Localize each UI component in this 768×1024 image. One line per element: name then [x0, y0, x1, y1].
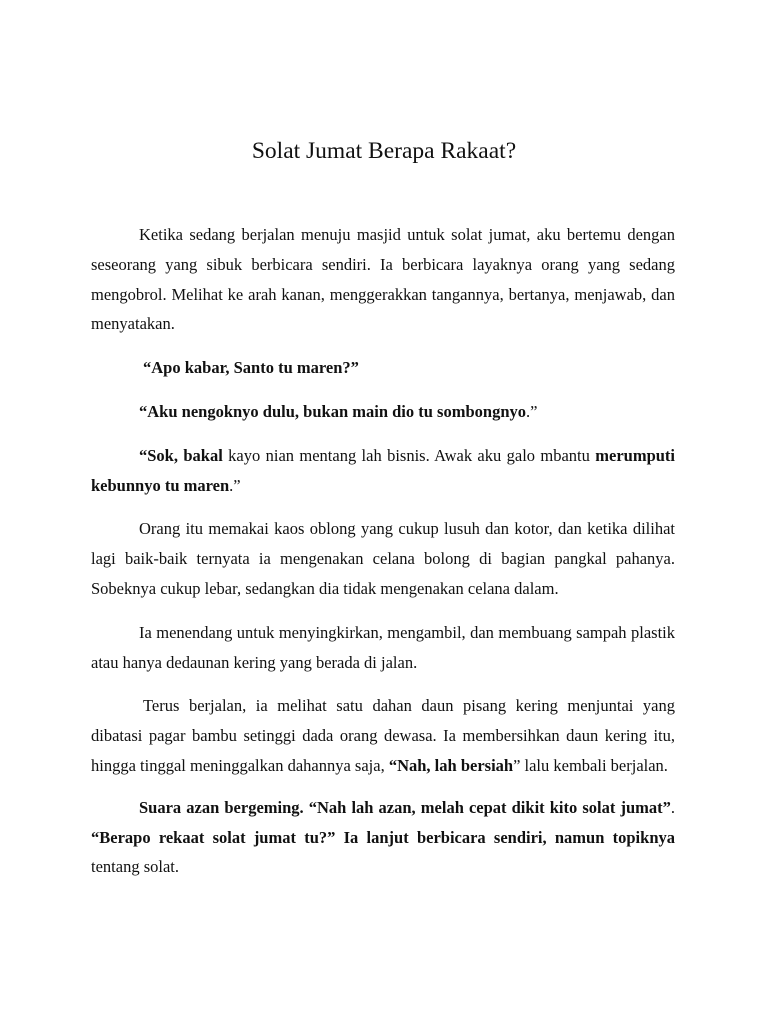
document-body [91, 220, 675, 882]
dialogue-bold: merumputi kebunnyo tu maren [91, 445, 676, 495]
dialogue-bold: “Sok, bakal [139, 445, 223, 465]
paragraph-8 [91, 793, 675, 882]
dialogue-bold: “Apo kabar, Santo tu maren?” [143, 358, 359, 378]
dialogue-bold: “Berapo rekaat solat jumat tu?” Ia lanjut berbicara sendiri, namun topiknya [91, 827, 675, 847]
document-title: Solat Jumat Berapa Rakaat? [251, 138, 517, 164]
paragraph-7 [91, 691, 675, 780]
paragraph-5: Orang itu memakai kaos oblong yang cukup lusuh dan kotor, dan ketika dilihat lagi baik-baik ternyata ia mengenakan celana bolong di bagian pangkal pahanya. Sobeknya cukup lebar, sedangkan dia tidak mengenakan celana dalam. [91, 519, 675, 598]
paragraph-6: Ia menendang untuk menyingkirkan, mengambil, dan membuang sampah plastik atau hanya dedaunan kering yang berada di jalan. [91, 622, 675, 672]
dialogue-punctuation: . [670, 797, 675, 817]
paragraph-2 [91, 353, 675, 383]
narrative-text: ” lalu kembali berjalan. [513, 755, 668, 775]
dialogue-punctuation: .” [526, 401, 538, 421]
dialogue-bold: “Nah, lah bersiah [388, 755, 514, 775]
narrative-text: tentang solat. [91, 857, 179, 877]
dialogue-bold: Suara azan bergeming. “Nah lah azan, melah cepat dikit kito solat jumat” [139, 797, 671, 817]
paragraph-3 [91, 397, 675, 427]
dialogue-text: kayo nian mentang lah bisnis. Awak aku galo mbantu [222, 445, 596, 465]
dialogue-punctuation: .” [229, 475, 241, 495]
paragraph-4 [91, 441, 675, 501]
paragraph-1: Ketika sedang berjalan menuju masjid untuk solat jumat, aku bertemu dengan seseorang yang sibuk berbicara sendiri. Ia berbicara layaknya orang yang sedang mengobrol. Melihat ke arah kanan, menggerakkan tangannya, bertanya, menjawab, dan menyatakan. [91, 225, 675, 334]
dialogue-bold: “Aku nengoknyo dulu, bukan main dio tu sombongnyo [139, 401, 527, 421]
narrative-text: Terus berjalan, ia melihat satu dahan daun pisang kering menjuntai yang dibatasi pagar bambu setinggi dada orang dewasa. Ia membersihkan daun kering itu, hingga tinggal meninggalkan dahannya saja, [91, 696, 675, 775]
